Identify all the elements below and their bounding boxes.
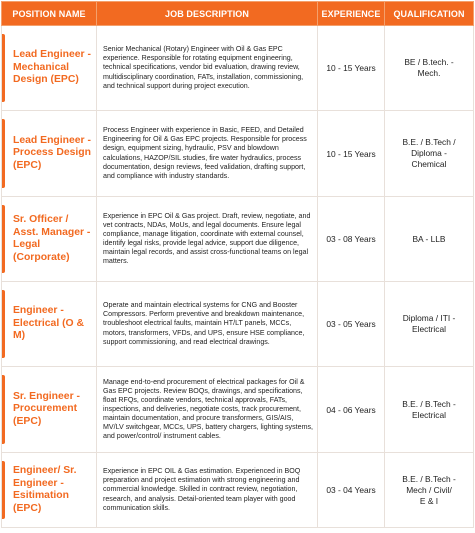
- qualification-line: E & I: [419, 495, 439, 506]
- experience-value: 03 - 04 Years: [318, 453, 385, 528]
- experience-value: 03 - 05 Years: [318, 282, 385, 367]
- position-name: Lead Engineer - Process Design (EPC): [2, 111, 97, 197]
- experience-value: 10 - 15 Years: [318, 26, 385, 111]
- table-row: [2, 453, 474, 528]
- table-header: [2, 2, 474, 26]
- qualification-line: Electrical: [412, 409, 446, 420]
- position-name: Sr. Engineer - Procurement (EPC): [2, 367, 97, 453]
- header-row: [2, 2, 474, 26]
- job-openings-table: [1, 1, 474, 528]
- qualification-line: Mech.: [417, 68, 441, 78]
- table-row: [2, 26, 474, 111]
- job-description: Experience in EPC OIL & Gas estimation. Experienced in BOQ preparation and project estimation with strong engineering and commercial knowledge. Skilled in contract review, negotiation, research, and analysis. Detail-oriented team player with good communication skills.: [97, 453, 318, 528]
- position-name: Engineer - Electrical (O & M): [2, 282, 97, 367]
- qualification-value: [385, 282, 474, 367]
- qualification-line: Mech / Civil/: [406, 484, 452, 495]
- qualification-value: [385, 453, 474, 528]
- header-position-name: POSITION NAME: [2, 2, 97, 26]
- qualification-line: BE / B.tech. -: [404, 57, 454, 67]
- header-job-description: JOB DESCRIPTION: [97, 2, 318, 26]
- qualification-line: B.E. / B.Tech -: [402, 473, 456, 484]
- job-description: Operate and maintain electrical systems for CNG and Booster Compressors. Perform preventive and breakdown maintenance, troubleshoot electrical faults, maintain HT/LT panels, MCCs, motors, transformers, VFDs, and UPS, ensure HSE compliance, support commissioning, and read electrical drawings.: [97, 282, 318, 367]
- table-row: [2, 197, 474, 282]
- job-description: Manage end-to-end procurement of electrical packages for Oil & Gas EPC projects. Review BOQs, drawings, and specifications, float RFQs, coordinate vendors, technical approvals, FATs, inspections, and deliveries, negotiate costs, track procurement, maintain documentation, and procure transformers, GIS/AIS, MV/LV switchgear, MCCs, UPS, battery chargers, lighting systems, and power/control/ instrument cables.: [97, 367, 318, 453]
- table-row: [2, 367, 474, 453]
- qualification-value: [385, 111, 474, 197]
- position-name: Lead Engineer - Mechanical Design (EPC): [2, 26, 97, 111]
- qualification-value: [385, 367, 474, 453]
- qualification-line: BA - LLB: [412, 233, 446, 244]
- qualification-line: Chemical: [411, 159, 447, 169]
- table-row: [2, 111, 474, 197]
- qualification-line: B.E. / B.Tech -: [402, 398, 456, 409]
- job-openings-table-wrapper: [1, 1, 473, 531]
- table-body: [2, 26, 474, 528]
- qualification-line: Electrical: [412, 324, 446, 334]
- position-name: Sr. Officer / Asst. Manager - Legal (Corporate): [2, 197, 97, 282]
- qualification-line: B.E. / B.Tech /: [402, 137, 456, 147]
- qualification-line: Diploma -: [411, 148, 447, 158]
- header-qualification: QUALIFICATION: [385, 2, 474, 26]
- experience-value: 04 - 06 Years: [318, 367, 385, 453]
- position-name: Engineer/ Sr. Engineer - Esitimation (EPC): [2, 453, 97, 528]
- table-row: [2, 282, 474, 367]
- job-description: Process Engineer with experience in Basic, FEED, and Detailed Engineering for Oil & Gas EPC projects. Responsible for process design, equipment sizing, hydraulic, PSV and blowdown calculations, HAZOP/SIL studies, fire water hydraulics, process documentation, design reviews, feed validation, drafting support, and compliance with industry standards.: [97, 111, 318, 197]
- experience-value: 10 - 15 Years: [318, 111, 385, 197]
- header-experience: EXPERIENCE: [318, 2, 385, 26]
- job-description: Senior Mechanical (Rotary) Engineer with Oil & Gas EPC experience. Responsible for rotating equipment engineering, technical specifications, vendor bid evaluation, drawing review, multidisciplinary coordination, FATs, installation, commissioning, and technical support during project execution.: [97, 26, 318, 111]
- qualification-line: Diploma / ITI -: [402, 313, 456, 323]
- experience-value: 03 - 08 Years: [318, 197, 385, 282]
- qualification-value: [385, 26, 474, 111]
- qualification-value: [385, 197, 474, 282]
- job-description: Experience in EPC Oil & Gas project. Draft, review, negotiate, and vet contracts, NDAs, MoUs, and legal documents. Ensure legal compliance, manage litigation, coordinate with external counsel, identify legal risks, provide legal advice, support due diligence, maintain legal records, and assist cross-functional teams on legal matters.: [97, 197, 318, 282]
